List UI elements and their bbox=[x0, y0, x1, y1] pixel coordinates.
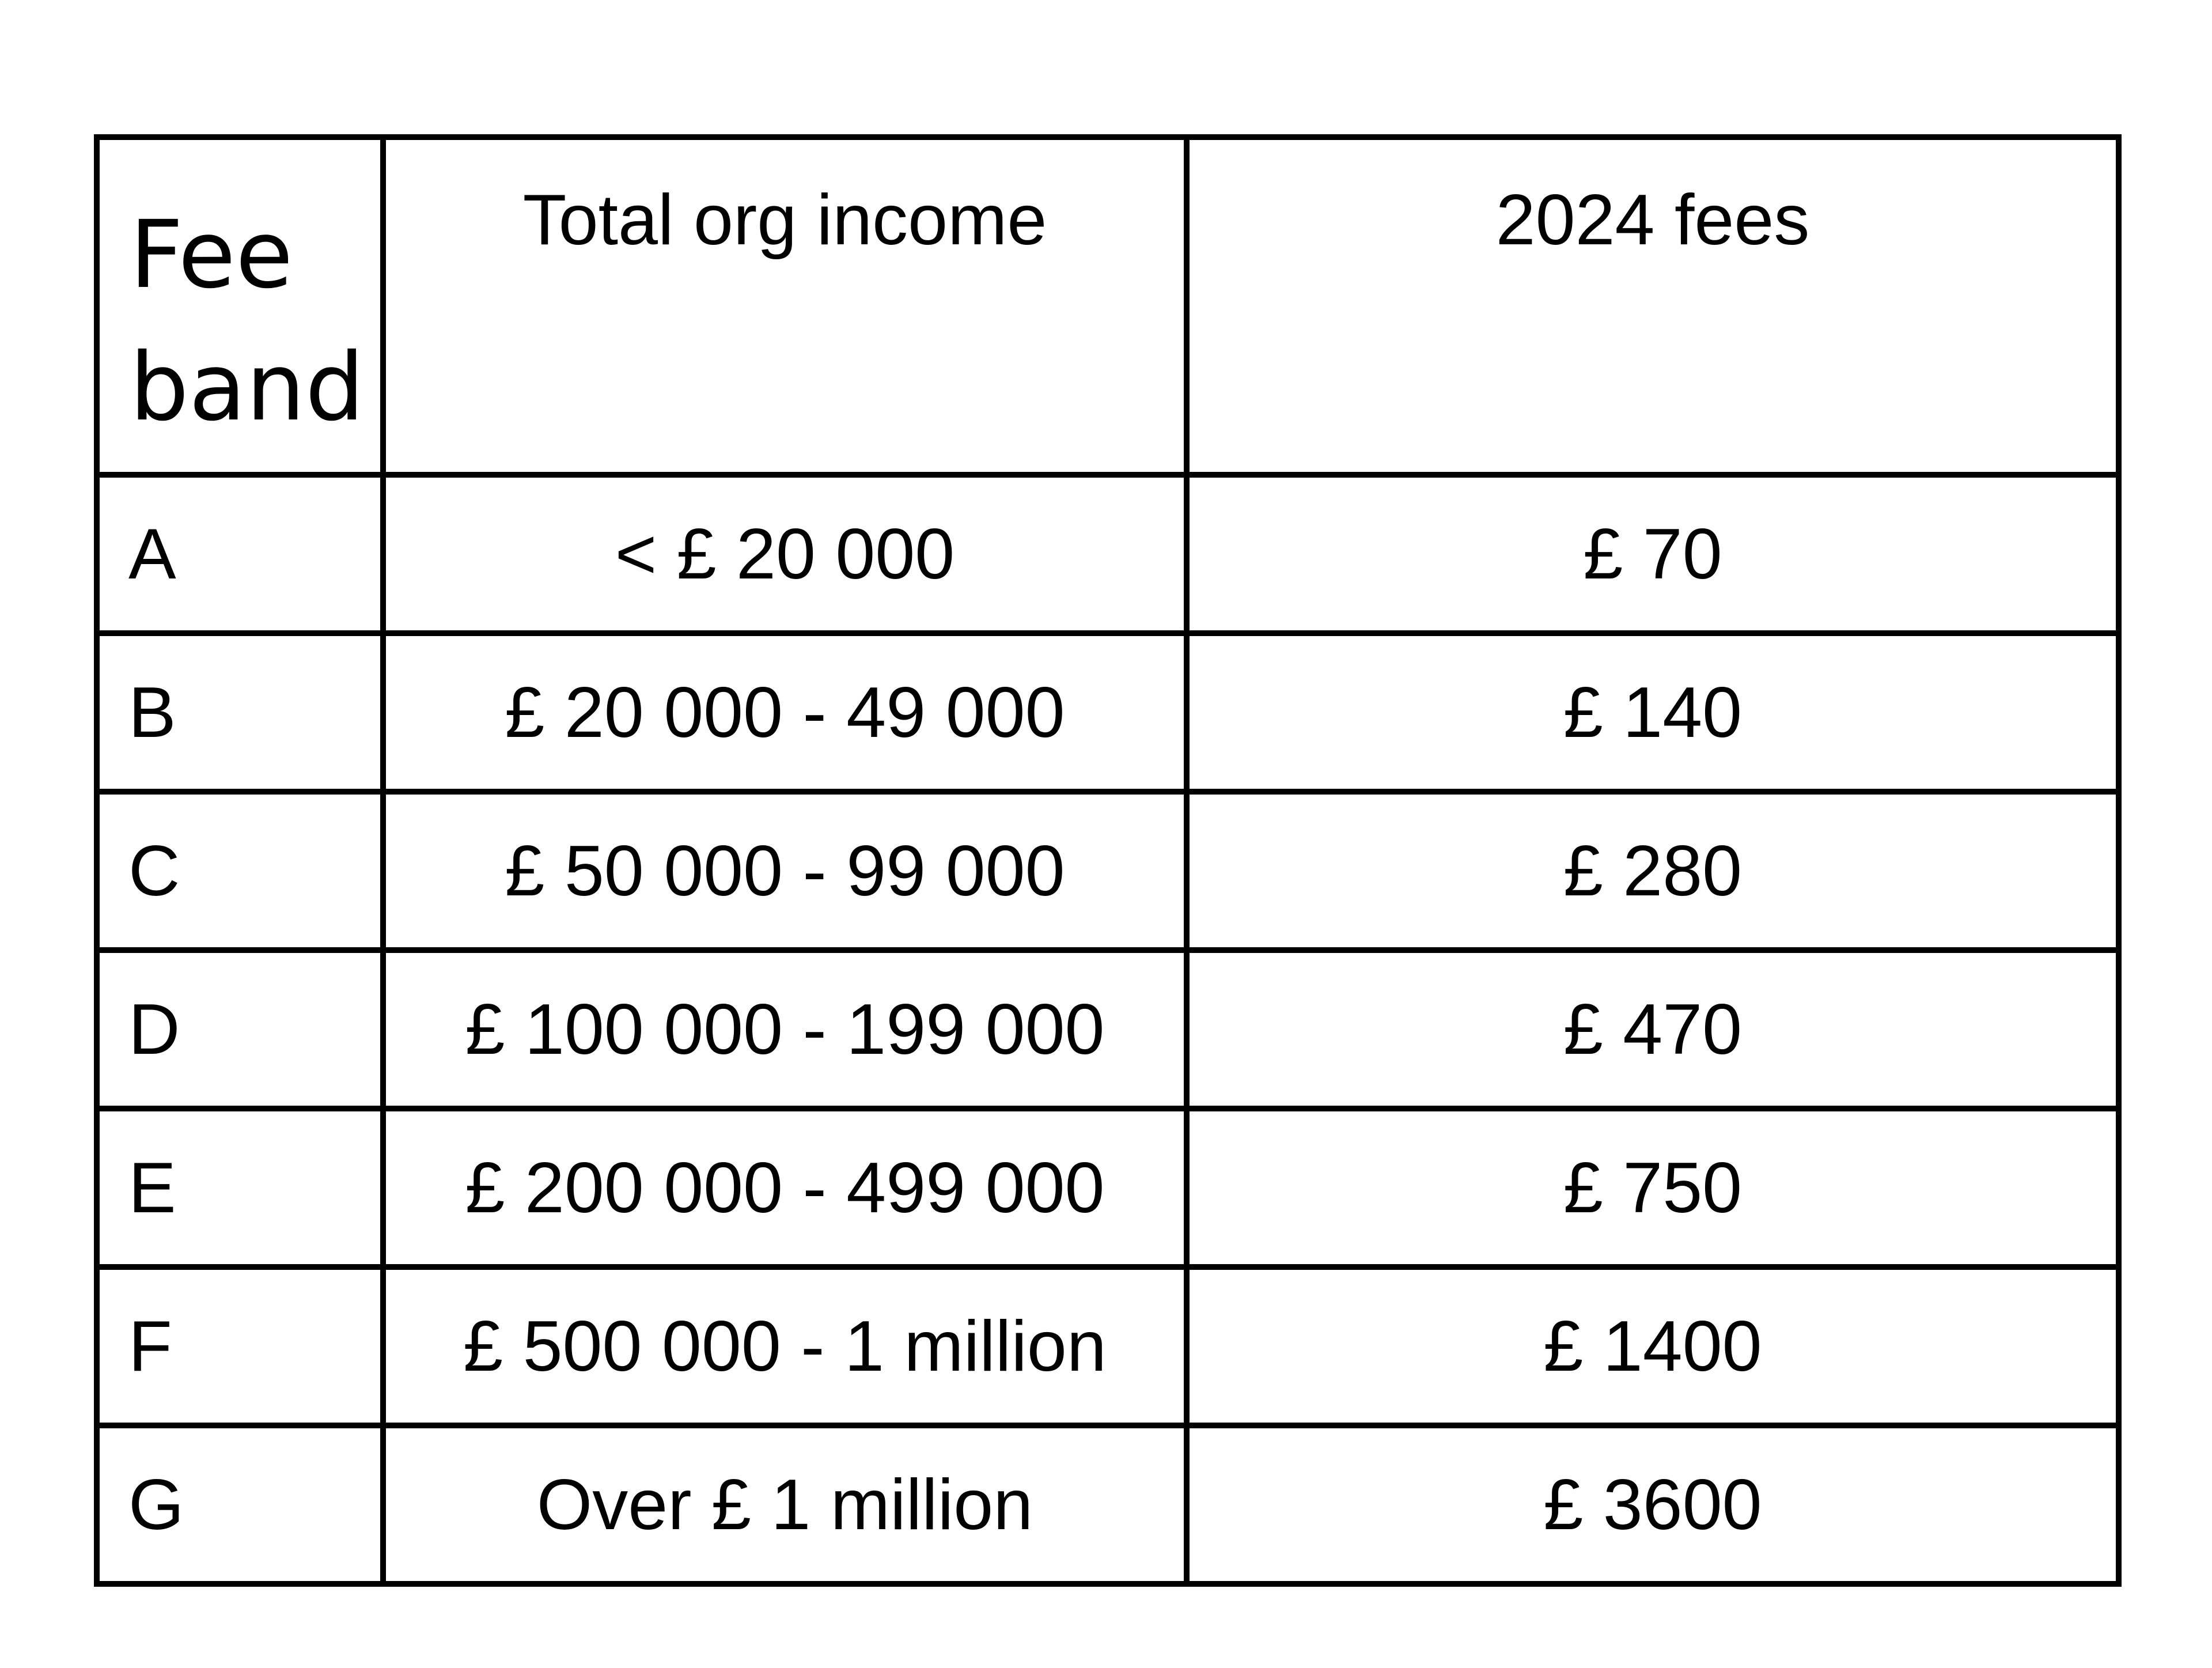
table-row-g bbox=[97, 1425, 2119, 1584]
income-cell: £ 20 000 - 49 000 bbox=[383, 633, 1187, 792]
fee-cell: £ 280 bbox=[1187, 792, 2119, 950]
income-cell: £ 200 000 - 499 000 bbox=[383, 1109, 1187, 1267]
fee-cell: £ 750 bbox=[1187, 1109, 2119, 1267]
header-total-org-income: Total org income bbox=[383, 137, 1187, 475]
fee-cell: £ 140 bbox=[1187, 633, 2119, 792]
income-cell: Over £ 1 million bbox=[383, 1425, 1187, 1584]
table-row-d bbox=[97, 950, 2119, 1109]
income-cell: £ 50 000 - 99 000 bbox=[383, 792, 1187, 950]
table-row-e bbox=[97, 1109, 2119, 1267]
fee-band-cell: B bbox=[97, 633, 383, 792]
fee-band-cell: D bbox=[97, 950, 383, 1109]
fee-cell: £ 470 bbox=[1187, 950, 2119, 1109]
fee-band-cell: C bbox=[97, 792, 383, 950]
header-2024-fees: 2024 fees bbox=[1187, 137, 2119, 475]
fee-band-cell: A bbox=[97, 475, 383, 633]
income-cell: £ 100 000 - 199 000 bbox=[383, 950, 1187, 1109]
table-row-a bbox=[97, 475, 2119, 633]
fee-band-cell: F bbox=[97, 1267, 383, 1425]
table-row-f bbox=[97, 1267, 2119, 1425]
fee-cell: £ 70 bbox=[1187, 475, 2119, 633]
income-cell: £ 500 000 - 1 million bbox=[383, 1267, 1187, 1425]
table-row-c bbox=[97, 792, 2119, 950]
fee-cell: £ 3600 bbox=[1187, 1425, 2119, 1584]
fee-band-cell: G bbox=[97, 1425, 383, 1584]
fee-cell: £ 1400 bbox=[1187, 1267, 2119, 1425]
table-row-b bbox=[97, 633, 2119, 792]
header-fee-band: Fee band bbox=[97, 137, 383, 475]
income-cell: < £ 20 000 bbox=[383, 475, 1187, 633]
fee-band-cell: E bbox=[97, 1109, 383, 1267]
fee-band-table bbox=[94, 134, 2122, 1587]
table-header-row bbox=[97, 137, 2119, 475]
